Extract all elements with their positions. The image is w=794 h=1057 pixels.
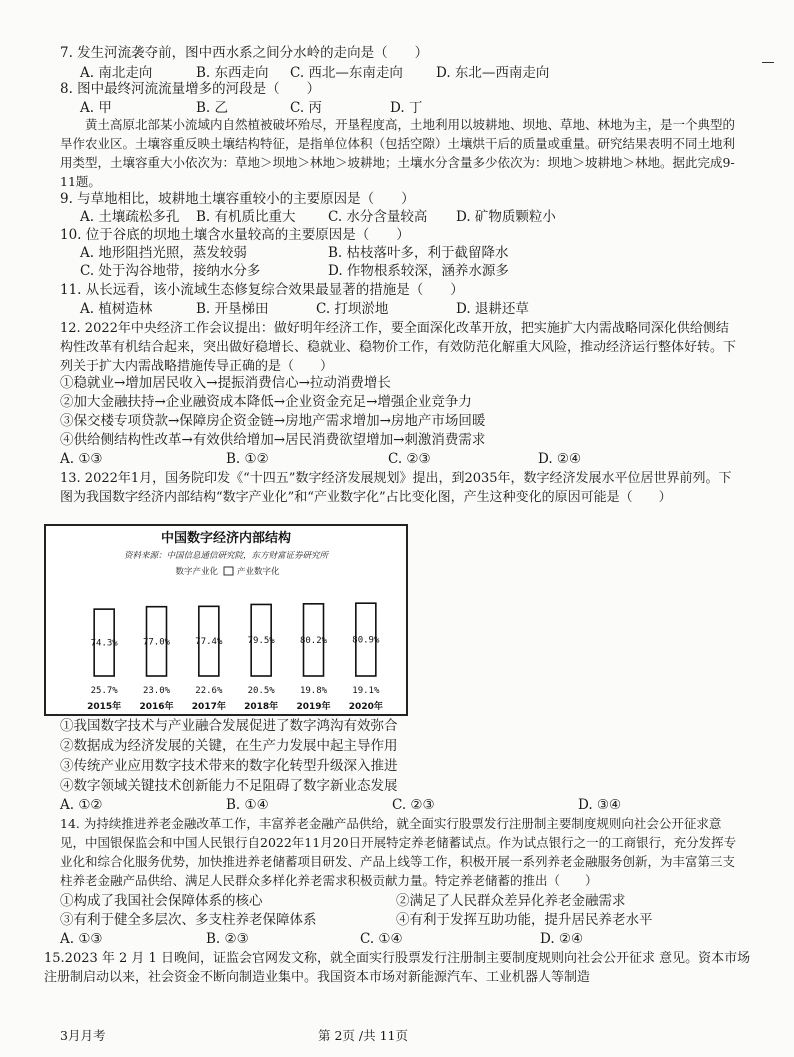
q12-item-1: ①稳就业→增加居民收入→提振消费信心→拉动消费增长 bbox=[60, 375, 391, 391]
x-tick-label-4: 2019年 bbox=[296, 702, 331, 712]
margin-mark bbox=[762, 62, 774, 63]
x-tick-label-3: 2018年 bbox=[244, 702, 279, 712]
q14-option-d: D. ②④ bbox=[540, 931, 584, 947]
x-tick-label-2: 2017年 bbox=[191, 702, 226, 712]
bar-label-digital-industrialization-3: 20.5% bbox=[247, 686, 275, 696]
chart-title: 中国数字经济内部结构 bbox=[160, 531, 292, 546]
x-tick-label-0: 2015年 bbox=[87, 702, 122, 712]
q14-option-a: A. ①③ bbox=[60, 931, 103, 947]
legend-label-industry-digitization: 产业数字化 bbox=[237, 567, 280, 577]
q11-stem: 11. 从长远看，该小流域生态修复综合效果最显著的措施是（ ） bbox=[60, 282, 464, 298]
q12-stem: 12. 2022年中央经济工作会议提出：做好明年经济工作，要全面深化改革开放，把实施扩大内需战略同深化供给侧结构性改革有机结合起来，突出做好稳增长、稳就业、稳物价工作，有效防范化解重大风险，推动经济运行整体好转。下列关于扩大内需战略措施传导正确的是（ ） bbox=[60, 321, 737, 374]
q12-item-3: ③保交楼专项贷款→保障房企资金链→房地产需求增加→房地产市场回暖 bbox=[60, 413, 486, 429]
bar-label-digital-industrialization-1: 23.0% bbox=[142, 686, 171, 696]
q10-option-d: D. 作物根系较深，涵养水源多 bbox=[328, 263, 509, 279]
bar-label-digital-industrialization-4: 19.8% bbox=[299, 686, 328, 696]
bar-label-industry-digitization-1: 77.0% bbox=[142, 637, 171, 648]
q8-option-d: D. 丁 bbox=[390, 100, 423, 116]
q11-option-b: B. 开垦梯田 bbox=[196, 301, 269, 317]
footer-exam-name: 3月月考 bbox=[60, 1028, 106, 1043]
legend-label-digital-industrialization: 数字产业化 bbox=[175, 567, 218, 577]
q14-stem: 14. 为持续推进养老金融改革工作，丰富养老金融产品供给，就全面实行股票发行注册制主要制度规则向社会公开征求意见，中国银保监会和中国人民银行自2022年11月20日开展特定养老储蓄试点。作为试点银行之一的工商银行，充分发挥专业化和综合化服务优势，加快推进养老储蓄项目研发、产品上线等工作，积极开展一系列养老金融服务创新，为丰富第三支柱养老金融产品供给、满足人民群众多样化养老需求积极贡献力量。特定养老储蓄的推出（ ） bbox=[60, 816, 737, 888]
q13-option-a: A. ①② bbox=[60, 797, 103, 813]
reading-passage: 黄土高原北部某小流域内自然植被破坏殆尽，开垦程度高，土地利用以坡耕地、坝地、草地、林地为主，是一个典型的旱作农业区。土壤容重反映土壤结构特征，是指单位体积（包括空隙）土壤烘干后的质量或重量。研究结果表明不同土地利用类型，土壤容重大小依次为：草地＞坝地＞林地＞坡耕地；土壤水分含量多少依次为：坝地＞坡耕地＞林地。据此完成9-11题。 bbox=[60, 117, 736, 189]
q7-option-c: C. 西北—东南走向 bbox=[290, 65, 403, 81]
q9-option-c: C. 水分含量较高 bbox=[328, 209, 428, 225]
bar-label-digital-industrialization-5: 19.1% bbox=[352, 686, 380, 696]
q12-option-a: A. ①③ bbox=[60, 451, 103, 467]
q7-option-d: D. 东北—西南走向 bbox=[436, 65, 550, 81]
q12-option-b: B. ①② bbox=[226, 451, 269, 467]
q9-option-b: B. 有机质比重大 bbox=[196, 209, 296, 225]
q12-option-d: D. ②④ bbox=[538, 451, 582, 467]
q13-item-4: ④数字领域关键技术创新能力不足阻碍了数字新业态发展 bbox=[60, 778, 398, 794]
q7-option-b: B. 东西走向 bbox=[196, 65, 269, 81]
q14-item-2: ②满足了人民群众差异化养老金融需求 bbox=[396, 893, 626, 909]
q10-option-c: C. 处于沟谷地带，接纳水分多 bbox=[80, 263, 261, 279]
q12-item-4: ④供给侧结构性改革→有效供给增加→居民消费欲望增加→刺激消费需求 bbox=[60, 432, 486, 448]
chart-source: 资料来源：中国信息通信研究院，东方财富证券研究所 bbox=[123, 551, 329, 561]
q11-option-a: A. 植树造林 bbox=[80, 301, 153, 317]
x-tick-label-1: 2016年 bbox=[139, 702, 174, 712]
bar-label-digital-industrialization-2: 22.6% bbox=[195, 686, 223, 696]
q9-option-d: D. 矿物质颗粒小 bbox=[456, 209, 556, 225]
bar-label-industry-digitization-2: 77.4% bbox=[195, 637, 223, 648]
q13-item-1: ①我国数字技术与产业融合发展促进了数字鸿沟有效弥合 bbox=[60, 718, 398, 734]
q9-stem: 9. 与草地相比，坡耕地土壤容重较小的主要原因是（ ） bbox=[60, 191, 415, 207]
q15-stem: 15.2023 年 2 月 1 日晚间，证监会官网发文称，就全面实行股票发行注册制主要制度规则向社会公开征求 意见。资本市场注册制启动以来，社会资金不断向制造业集中。我国资本市场对新能源汽车、工业机器人等制造 bbox=[44, 951, 751, 985]
q10-option-b: B. 枯枝落叶多，利于截留降水 bbox=[328, 245, 509, 261]
q10-stem: 10. 位于谷底的坝地土壤含水量较高的主要原因是（ ） bbox=[60, 227, 410, 243]
bar-label-digital-industrialization-0: 25.7% bbox=[90, 686, 118, 696]
q14-option-b: B. ②③ bbox=[206, 931, 249, 947]
q13-item-2: ②数据成为经济发展的关键，在生产力发展中起主导作用 bbox=[60, 738, 398, 754]
bar-label-industry-digitization-5: 80.9% bbox=[352, 635, 380, 646]
bar-label-industry-digitization-3: 79.5% bbox=[247, 636, 275, 647]
q13-stem: 13. 2022年1月，国务院印发《“十四五”数字经济发展规划》提出，到2035年，数字经济发展水平位居世界前列。下图为我国数字经济内部结构“数字产业化”和“产业数字化”占比变化图，产生这种变化的原因可能是（ ） bbox=[60, 471, 732, 505]
q13-option-c: C. ②③ bbox=[392, 797, 435, 813]
q10-option-a: A. 地形阻挡光照，蒸发较弱 bbox=[80, 245, 247, 261]
footer-page-number: 第 2页 /共 11页 bbox=[318, 1028, 408, 1043]
q11-option-c: C. 打坝淤地 bbox=[316, 301, 389, 317]
q9-option-a: A. 土壤疏松多孔 bbox=[80, 209, 180, 225]
legend-swatch-industry-digitization bbox=[224, 567, 233, 575]
q14-item-1: ①构成了我国社会保障体系的核心 bbox=[60, 893, 263, 909]
q8-stem: 8. 图中最终河流流量增多的河段是（ ） bbox=[60, 81, 321, 97]
q7-stem: 7. 发生河流袭夺前，图中西水系之间分水岭的走向是（ ） bbox=[60, 45, 429, 61]
bar-label-industry-digitization-0: 74.3% bbox=[90, 638, 118, 649]
x-tick-label-5: 2020年 bbox=[348, 702, 383, 712]
q12-option-c: C. ②③ bbox=[388, 451, 431, 467]
digital-economy-chart bbox=[44, 524, 408, 716]
q14-option-c: C. ①④ bbox=[360, 931, 403, 947]
q8-option-a: A. 甲 bbox=[80, 100, 112, 116]
chart-canvas bbox=[46, 526, 406, 714]
q14-item-3: ③有利于健全多层次、多支柱养老保障体系 bbox=[60, 912, 317, 928]
q7-option-a: A. 南北走向 bbox=[80, 65, 153, 81]
q13-option-b: B. ①④ bbox=[226, 797, 269, 813]
q13-option-d: D. ③④ bbox=[578, 797, 622, 813]
q8-option-b: B. 乙 bbox=[196, 100, 229, 116]
bar-label-industry-digitization-4: 80.2% bbox=[299, 635, 328, 646]
q11-option-d: D. 退耕还草 bbox=[456, 301, 529, 317]
q12-item-2: ②加大金融扶持→企业融资成本降低→企业资金充足→增强企业竞争力 bbox=[60, 394, 472, 410]
q8-option-c: C. 丙 bbox=[290, 100, 322, 116]
q13-item-3: ③传统产业应用数字技术带来的数字化转型升级深入推进 bbox=[60, 758, 398, 774]
q14-item-4: ④有利于发挥互助功能，提升居民养老水平 bbox=[396, 912, 653, 928]
